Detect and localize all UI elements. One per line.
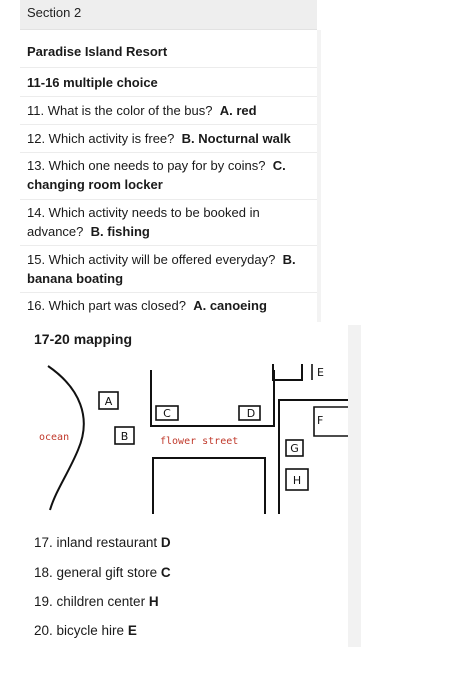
answer-17 (34, 534, 171, 552)
top-right-block (273, 364, 302, 380)
lower-block (153, 458, 265, 514)
answer-text: B. fishing (90, 224, 150, 239)
answer-text: A. canoeing (193, 298, 267, 313)
answer-question: 19. children center (34, 594, 146, 609)
answer-question: 18. general gift store (34, 565, 158, 580)
divider (20, 152, 317, 153)
question-text: 13. Which one needs to pay for by coins? (27, 158, 266, 173)
divider (20, 199, 317, 200)
location-e-label: E (317, 366, 324, 379)
answer-20 (34, 622, 137, 640)
resort-title: Paradise Island Resort (27, 44, 168, 59)
location-b-label: B (120, 430, 129, 443)
answer-text: C. changing room locker (27, 158, 286, 192)
answer-18 (34, 564, 171, 582)
question-12 (27, 129, 310, 148)
answer-text: A. red (219, 103, 257, 118)
divider (20, 292, 317, 293)
answer-question: 20. bicycle hire (34, 623, 125, 638)
card-shadow (348, 325, 361, 647)
question-text: 12. Which activity is free? (27, 131, 175, 146)
location-d-label: D (246, 407, 256, 420)
divider (20, 67, 317, 68)
answer-letter: D (160, 535, 171, 550)
divider (20, 124, 317, 125)
location-h-label: H (292, 474, 302, 487)
answer-letter: H (148, 594, 159, 609)
answer-letter: E (127, 623, 137, 638)
answer-text: B. banana boating (27, 252, 296, 286)
question-15 (27, 250, 310, 288)
street-map (20, 358, 348, 518)
answer-text: B. Nocturnal walk (181, 131, 291, 146)
card-shadow (317, 30, 321, 322)
section-header: Section 2 (20, 0, 317, 30)
location-f-label: F (317, 414, 324, 427)
question-14 (27, 203, 310, 241)
location-g-label: G (290, 442, 299, 455)
location-c-label: C (163, 407, 171, 420)
location-a-label: A (104, 395, 113, 408)
divider (20, 245, 317, 246)
ocean-label: ocean (39, 432, 70, 443)
section-card (20, 0, 317, 322)
question-text: 14. Which activity needs to be booked in advance? (27, 205, 260, 239)
divider (20, 96, 317, 97)
mapping-card (20, 325, 365, 647)
mapping-heading: 17-20 mapping (34, 331, 133, 347)
answer-letter: C (160, 565, 171, 580)
question-13 (27, 156, 310, 194)
street-label: flower street (160, 436, 239, 447)
answer-19 (34, 593, 159, 611)
question-text: 15. Which activity will be offered everyday? (27, 252, 276, 267)
answer-question: 17. inland restaurant (34, 535, 158, 550)
multiple-choice-heading: 11-16 multiple choice (27, 75, 158, 90)
question-text: 11. What is the color of the bus? (27, 103, 213, 118)
question-text: 16. Which part was closed? (27, 298, 186, 313)
question-16 (27, 296, 310, 315)
question-11 (27, 101, 310, 120)
